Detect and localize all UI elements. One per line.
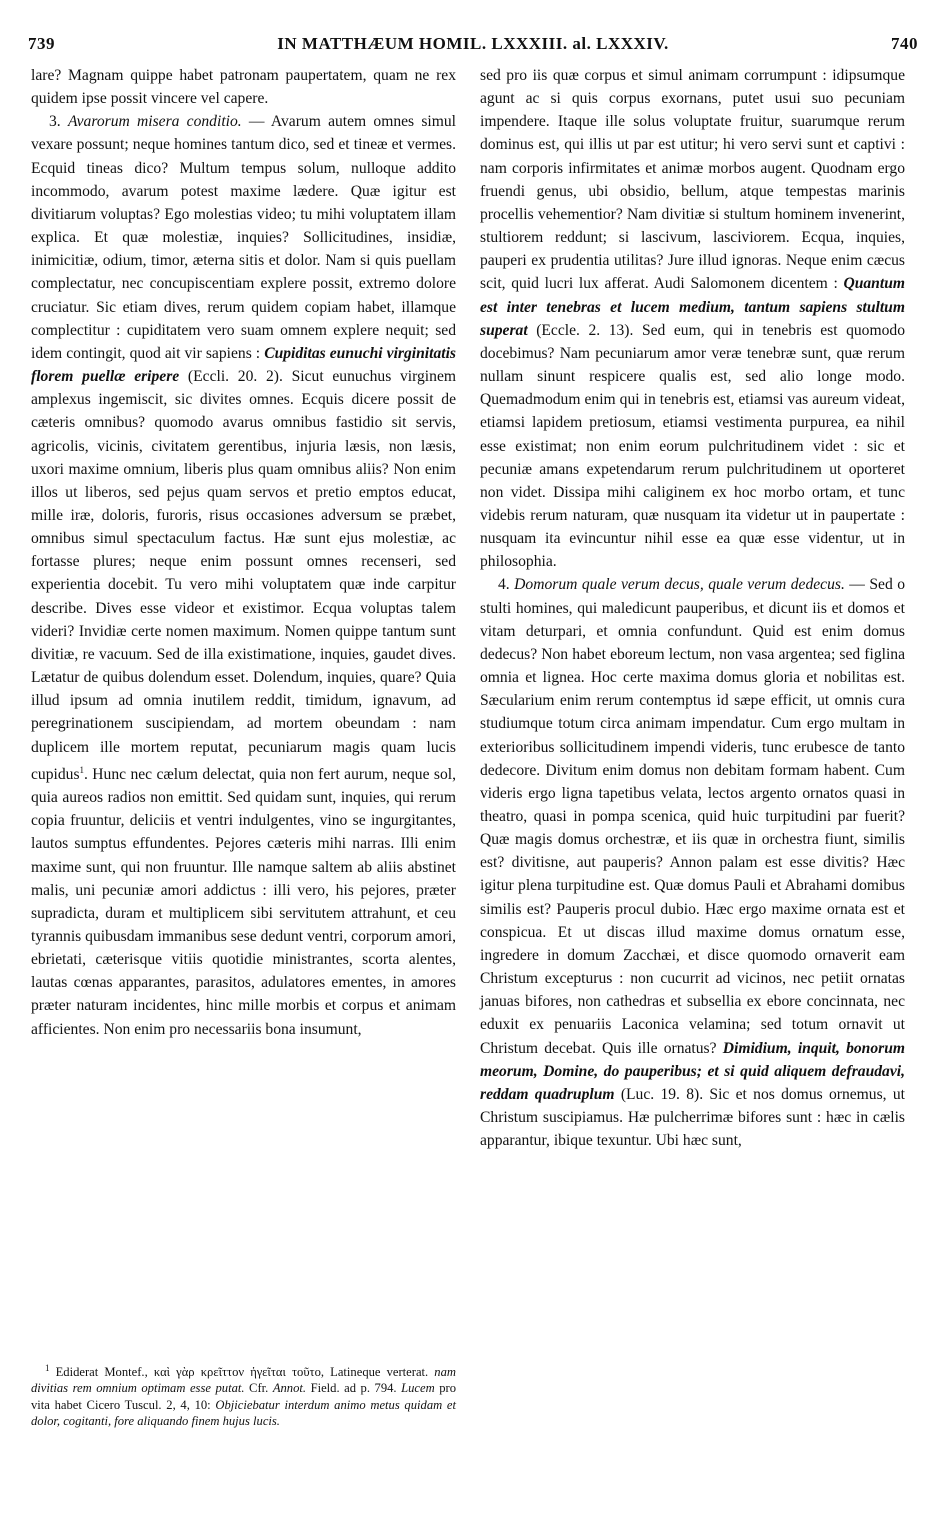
scripture-reference: (Eccli. 20. 2). <box>179 368 292 386</box>
footnote-italic: Lucem <box>401 1381 435 1396</box>
footnote-text: Cfr. <box>244 1381 273 1396</box>
paragraph-text: — Avarum autem omnes simul vexare possunt; neque homines tantum dico, sed et tineæ et vermes. Ecquid tineas dico? Multum tempus solum, nulloque addito incommodo, avarum potest maxime lædere. Quæ igitur est divitiarum voluptas? Ego molestias video; tu mihi voluptatem illam explica. Et quæ molestiæ, inquies? Sollicitudines, insidiæ, inimicitiæ, odium, timor, æterna sitis et dolor. Nam si quis puellam complectatur, nec concupiscentiam explere possit, extremo dolore cruciatur. Sic etiam dives, rerum quidem copiam habet, illamque complectitur : cupiditatem vero suam omnem explere nequit; sed idem contingit, quod ait vir sapiens : <box>31 113 457 362</box>
scripture-quote: Quantum est inter tenebras et lucem medium, tantum sapiens stultum superat <box>480 275 905 339</box>
footnote-number: 1 <box>45 1363 50 1373</box>
section-paragraph <box>480 573 905 1152</box>
right-column <box>480 64 905 1152</box>
paragraph-text: . Hunc nec cælum delectat, quia non fert aurum, neque sol, quia aureos radios non emittit. Sed quidam sunt, inquies, qui rerum copia fruuntur, deliciis et ventri indulgentes, vino se ingurgitantes, lautos sumptus effundentes. Pejores cæteris mihi narras. Illi enim maxime sunt, qui non fruuntur. Ille namque saltem ab aliis abstinet malis, uni pecuniæ amori addictus : illi vero, his pejores, præter supradicta, duram et multiplicem sibi servitutem attrahunt, et ceu tyrannis quibusdam immanibus sese dedunt ventri, corporum amori, ebrietati, cæterisque vitiis quotidie ministrantes, scorta alentes, lautas cœnas apparantes, parasitos, adulatores ementes, in amores præter naturam incidentes, hinc mille morbis et corpus et animam afficientes. Non enim pro necessariis bona insumunt, <box>31 765 456 1038</box>
scripture-quote: Dimidium, inquit, bonorum meorum, Domine, do pauperibus; et si quid aliquem defraudavi, reddam quadruplum <box>480 1039 905 1103</box>
paragraph-text: Sicut eunuchus virginem amplexus ingemiscit, sic divites omnes. Ecquis dicere possit de cæteris omnibus? quomodo avarus omnibus fastidio sit servis, agricolis, vicinis, civitatem gerentibus, injuria læsis, non læsis, uxori maxime omnium, liberis plus quam omnibus aliis? Non enim illos ut liberos, sed pejus quam servos et pretio emptos educat, mille iræ, doloris, furoris, risus occasiones adversum se præbet, omnibus simul spectaculum factus. Hæ sunt ejus molestiæ, ac fortasse plures; neque enim possunt omnes recenseri, sed experientia docebit. Tu vero mihi voluptatem quæ inde carpitur describe. Dives esse videor et existimor. Ecqua voluptas talem videri? Invidiæ certe nomen maximum. Nomen quippe tantum sunt divitiæ, re vacuum. Sed de illa existimatione, inquies, gaudet dives. Lætatur de quibus dolendum esset. Dolendum, inquies, quare? Quia illud ipsum ad omnia inutilem reddit, timidum, ignavum, ad peregrinationem suscipiendam, ad mortem obeundam : nam duplicem ille mortem reputat, pecuniarum magis quam lucis cupidus <box>31 368 456 783</box>
section-title: Avarorum misera conditio. <box>67 113 242 131</box>
footnote-italic: nam divitias rem omnium optimam esse putat. <box>31 1365 456 1396</box>
section-title: Domorum quale verum decus, quale verum dedecus. <box>514 576 845 594</box>
footnote-italic: Annot. <box>272 1381 307 1396</box>
scripture-reference: (Luc. 19. 8). <box>614 1085 710 1103</box>
footnote-italic: Objiciebatur interdum animo metus quidam et dolor, cogitanti, fore aliquando finem hujus lucis. <box>31 1397 457 1428</box>
footnote-text: Field. ad p. 794. <box>306 1381 402 1396</box>
section-paragraph <box>31 110 456 1040</box>
paragraph: lare? Magnam quippe habet patronam paupertatem, quam ne rex quidem ipse possit vincere vel capere. <box>31 67 456 108</box>
footnote-marker: 1 <box>79 764 85 775</box>
scripture-reference: (Eccle. 2. 13). <box>527 321 642 339</box>
running-header <box>28 34 918 64</box>
running-title: IN MATTHÆUM HOMIL. LXXXIII. al. LXXXIV. <box>277 34 669 53</box>
scripture-quote: Cupiditas eunuchi virginitatis florem puellæ eripere <box>31 344 456 386</box>
paragraph-text: Sed eum, qui in tenebris est quomodo docebimus? Nam pecuniarum amor veræ tenebræ sunt, quæ rerum nullam sinunt respicere qualis est, sed alio longe modo. Quemadmodum enim qui in tenebris est, etiamsi vas aureum videat, etiamsi lapidem pretiosum, etiamsi vestimenta purpurea, ea nihil esse existimat; non enim eorum pulchritudinem videt : sic et pecuniæ amans expetendarum rerum pulchritudinem ut oporteret non videt. Dissipa mihi caliginem ex hoc morbo ortam, et tunc videbis rerum naturam, quæ nusquam ita videtur ut in paupertate : nusquam ita evincuntur nihil esse ea quæ esse videntur, ut in philosophia. <box>480 321 906 571</box>
page-number-right: 740 <box>891 34 918 53</box>
section-number: 3. <box>49 113 61 131</box>
paragraph-text: — Sed o stulti homines, qui maledicunt pauperibus, et dicunt iis et domos et vitam deturpari, et omnia confundunt. Quid est enim domus dedecus? Non habet eboreum lectum, non vasa argentea; sed figlina omnia et lignea. Hoc certe maxima domus gloria et nobilitas est. Sæcularium enim rerum contemptus id sæpe efficit, ut omnis cura studiumque totum circa animam impendatur. Cum ergo multam in exterioribus sollicitudinem impendi videris, tunc erubesce de tanto dedecore. Divitum enim domus non debitam formam habent. Cum videris ergo ligna tapetibus velata, lectos argento ornatos quasi in theatro, quasi in pompa scenica, quid huic turpitudini par fuerit? Quæ magis domus orchestræ, et iis quæ in orchestra fiunt, similis est? divitisne, aut pauperis? Annon palam est esse divitis? Hæc igitur plena turpitudine est. Quæ domus Pauli et Abrahami domibus similis est? Pauperis procul dubio. Hæc ergo maxime ornata est et conspicua. Et ut discas illud maxime domus ornatum esse, ingredere in domum Zacchæi, et disce quomodo ornaverit eam Christum excepturus : non cucurrit ad vicinos, nec petiit ornatas januas bifores, non cathedras et subsellia ex ebore concinnata, nec eduxit ex penuariis Laconica velamina; sed totum ornavit ut Christum decebat. Quis ille ornatus? <box>480 576 905 1057</box>
paragraph <box>480 64 905 573</box>
left-column <box>31 64 456 1041</box>
footnote-text: Ediderat Montef., καὶ γὰρ κρεῖττον ἡγεῖται τοῦτο, Latineque verterat. <box>55 1365 435 1380</box>
page-number-left: 739 <box>28 34 55 53</box>
footnote-text: pro vita habet Cicero Tuscul. 2, 4, 10: <box>31 1381 456 1412</box>
section-number: 4. <box>498 576 510 594</box>
footnote <box>31 1360 456 1429</box>
paragraph-text: Sic et nos domus ornemus, ut Christum suscipiamus. Hæ pulcherrimæ bifores sunt : hæc in cælis apparantur, ibique texuntur. Ubi hæc sunt, <box>480 1085 905 1150</box>
paragraph-text: sed pro iis quæ corpus et simul animam corrumpunt : idipsumque agunt ac si quis corpus exornans, putet usui suo pecuniam impendere. Itaque ille solus voluptate fruitur, suarumque rerum dominus est, qui illis ut par est utitur; hi vero servi sunt et captivi : nam corporis infirmitates et animæ morbos augent. Quodnam ergo fruendi genus, ubi obsidio, bellum, atque tempestas marinis procellis vehementior? Nam divitiæ si stultum hominem invenerint, stultiorem reddunt; si lascivum, lasciviorem. Ecqua, inquies, pauperi ex prudentia utilitas? Jure illud ignoras. Neque enim cæcus scit, quid lucri lux afferat. Audi Salomonem dicentem : <box>480 67 905 293</box>
